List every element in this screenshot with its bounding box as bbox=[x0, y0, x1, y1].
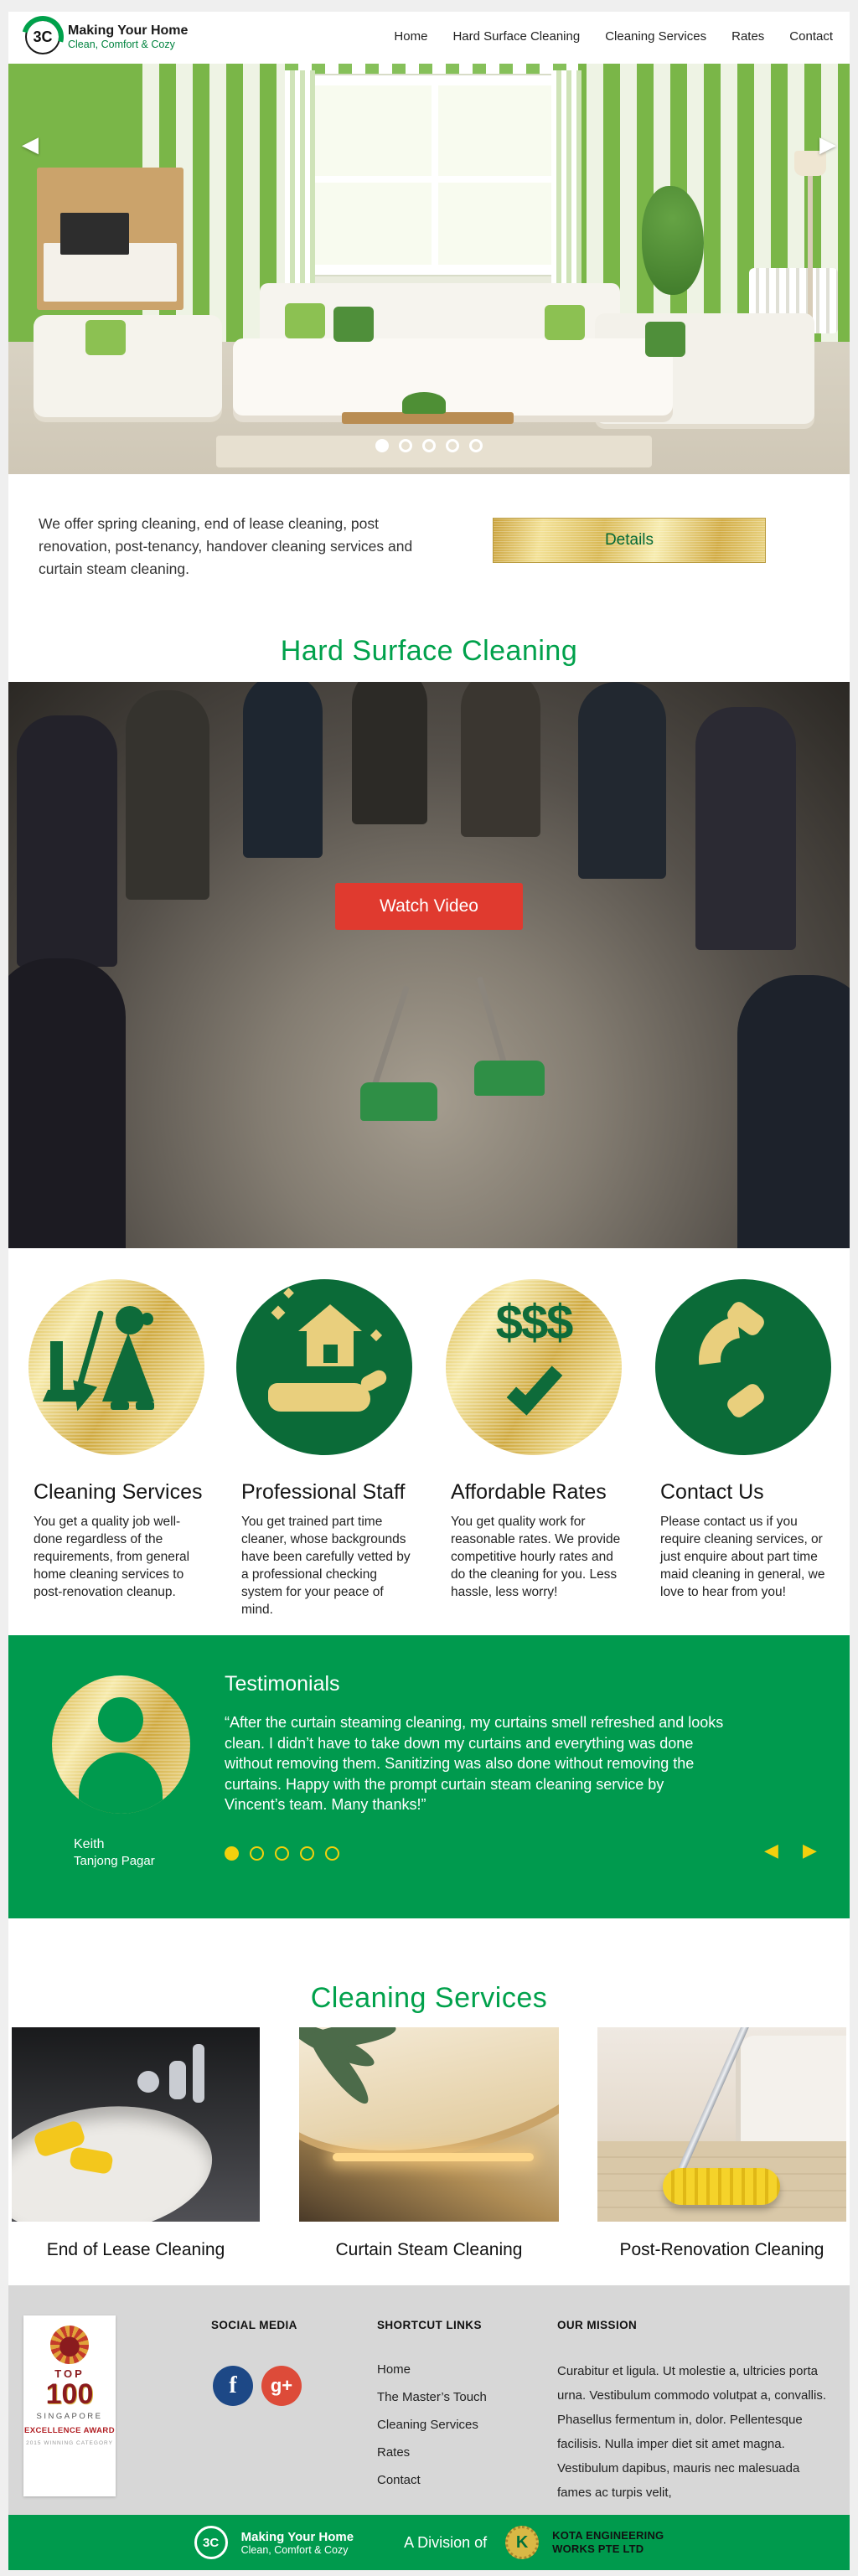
kota-gear-icon: K bbox=[505, 2526, 539, 2559]
service-image-end-of-lease[interactable] bbox=[12, 2027, 260, 2222]
footer-link-cleaning-services[interactable]: Cleaning Services bbox=[377, 2418, 478, 2432]
service-art-shape bbox=[169, 2061, 186, 2099]
service-image-post-renovation[interactable] bbox=[597, 2027, 846, 2222]
top100-award-badge bbox=[23, 2315, 116, 2496]
hero-art-shape bbox=[60, 213, 129, 255]
hero-art-shape bbox=[545, 305, 585, 340]
testimonial-dots bbox=[225, 1846, 339, 1861]
carousel-dots bbox=[375, 439, 483, 452]
division-text: A Division of bbox=[404, 2533, 488, 2551]
service-art-shape bbox=[333, 2153, 534, 2161]
mission-text: Curabitur et ligula. Ut molestie a, ultricies porta urna. Vestibulum commodo volutpat a, convallis. Phasellus fermentum in, dolor. Pellentesque facilisis. Nulla imper diet sit amet magna. Vestibulum dapibus, mauris nec malesuada fames ac turpis velit, bbox=[557, 2364, 826, 2500]
video-art-shape bbox=[737, 975, 850, 1248]
kota-line1: KOTA ENGINEERING bbox=[552, 2529, 664, 2542]
hero-art-shape bbox=[551, 70, 581, 292]
hero-carousel bbox=[8, 64, 850, 474]
person-icon-body bbox=[79, 1753, 163, 1814]
facebook-icon[interactable]: f bbox=[213, 2366, 253, 2406]
cleaning-services-title: Cleaning Services bbox=[310, 1982, 548, 2014]
service-caption-post-renovation: Post-Renovation Cleaning bbox=[619, 2240, 824, 2259]
phone-icon bbox=[655, 1279, 831, 1455]
hand-house-icon bbox=[236, 1279, 412, 1455]
video-art-shape bbox=[352, 682, 427, 824]
video-art-shape bbox=[8, 958, 126, 1248]
feature-text: You get trained part time cleaner, whose backgrounds have been carefully vetted by a professional checking system for your peace of mind. bbox=[241, 1515, 411, 1617]
nav-item-home[interactable]: Home bbox=[394, 29, 428, 44]
video-art-shape bbox=[126, 690, 209, 900]
testimonial-avatar bbox=[52, 1675, 190, 1814]
footer bbox=[8, 2285, 850, 2515]
testimonial-dot[interactable] bbox=[325, 1846, 339, 1861]
video-art-shape bbox=[695, 707, 796, 950]
main-nav bbox=[394, 29, 833, 44]
service-caption-end-of-lease: End of Lease Cleaning bbox=[46, 2240, 225, 2259]
hero-art-shape bbox=[333, 307, 374, 342]
hero-art-shape bbox=[342, 412, 514, 424]
testimonial-dot[interactable] bbox=[275, 1846, 289, 1861]
brand-tagline: Clean, Comfort & Cozy bbox=[68, 38, 175, 50]
dollars-check-icon: $$$ bbox=[446, 1279, 622, 1455]
footer-link-masters-touch[interactable]: The Master’s Touch bbox=[377, 2390, 487, 2404]
kota-company-name bbox=[552, 2529, 664, 2556]
feature-affordable-rates bbox=[441, 1279, 627, 1601]
person-icon bbox=[98, 1697, 143, 1742]
google-plus-icon[interactable]: g+ bbox=[261, 2366, 302, 2406]
hero-art-shape bbox=[285, 70, 315, 292]
footer-link-home[interactable]: Home bbox=[377, 2362, 411, 2377]
service-image-curtain-steam[interactable] bbox=[299, 2027, 559, 2222]
award-name: EXCELLENCE AWARD bbox=[24, 2426, 115, 2435]
shortcut-links-heading: SHORTCUT LINKS bbox=[377, 2319, 482, 2331]
feature-title: Affordable Rates bbox=[451, 1480, 607, 1504]
header bbox=[8, 12, 850, 64]
bottom-bar-logo-icon: 3C bbox=[194, 2526, 228, 2559]
feature-text: Please contact us if you require cleaning services, or just enquire about part time maid cleaning in general, we love to hear from you! bbox=[660, 1515, 825, 1599]
hero-art-shape bbox=[233, 338, 673, 416]
video-art-shape bbox=[474, 1061, 545, 1096]
service-art-shape bbox=[12, 2093, 220, 2222]
video-art-shape bbox=[461, 682, 540, 837]
feature-title: Professional Staff bbox=[241, 1480, 406, 1504]
nav-item-contact[interactable]: Contact bbox=[789, 29, 833, 44]
hero-art-shape bbox=[85, 320, 126, 355]
hero-art-shape bbox=[808, 173, 813, 332]
lion-emblem-icon bbox=[50, 2326, 89, 2364]
carousel-prev-icon[interactable]: ◀ bbox=[22, 132, 39, 157]
bottom-bar-title: Making Your Home bbox=[240, 2529, 354, 2544]
carousel-dot[interactable] bbox=[469, 439, 483, 452]
nav-item-cleaning-services[interactable]: Cleaning Services bbox=[605, 29, 707, 44]
video-art-shape bbox=[578, 682, 666, 879]
maid-broom-icon bbox=[28, 1279, 204, 1455]
carousel-next-icon[interactable]: ▶ bbox=[819, 132, 836, 157]
service-caption-curtain-steam: Curtain Steam Cleaning bbox=[335, 2240, 523, 2259]
brand-logo-icon: 3C bbox=[25, 19, 60, 54]
carousel-dot[interactable] bbox=[422, 439, 436, 452]
our-mission-heading: OUR MISSION bbox=[557, 2319, 638, 2331]
hero-art-window bbox=[297, 75, 566, 275]
award-number: 100 bbox=[45, 2378, 94, 2410]
testimonial-author-name: Keith bbox=[74, 1837, 105, 1851]
testimonial-author-location: Tanjong Pagar bbox=[74, 1854, 155, 1868]
brand[interactable] bbox=[25, 19, 188, 54]
hero-art-shape bbox=[402, 392, 446, 414]
kota-line2: WORKS PTE LTD bbox=[552, 2542, 644, 2555]
testimonial-dot[interactable] bbox=[250, 1846, 264, 1861]
testimonial-prev-icon[interactable]: ◀ bbox=[764, 1840, 778, 1861]
award-top-label: TOP bbox=[54, 2367, 85, 2380]
video-art-shape bbox=[17, 715, 117, 967]
intro-text: We offer spring cleaning, end of lease cleaning, post renovation, post-tenancy, handover cleaning services and curtain steam cleaning. bbox=[39, 515, 413, 577]
bottom-bar bbox=[8, 2515, 850, 2570]
hero-art-shape bbox=[285, 303, 325, 338]
feature-professional-staff bbox=[231, 1279, 417, 1618]
video-art-shape bbox=[243, 682, 323, 858]
testimonials-title: Testimonials bbox=[225, 1672, 340, 1696]
hero-art-shape bbox=[645, 322, 685, 357]
service-art-shape bbox=[193, 2044, 204, 2103]
bottom-bar-tagline: Clean, Comfort & Cozy bbox=[240, 2543, 349, 2556]
feature-title: Cleaning Services bbox=[34, 1480, 203, 1504]
award-country: SINGAPORE bbox=[36, 2412, 103, 2421]
service-art-shape bbox=[663, 2168, 780, 2205]
carousel-dot[interactable] bbox=[375, 439, 389, 452]
video-section bbox=[8, 682, 850, 1248]
hero-art-shape bbox=[34, 315, 222, 417]
testimonial-quote: “After the curtain steaming cleaning, my curtains smell refreshed and looks clean. I didn’t have to take down my curtains and everything was done without removing them. Sanitizing was also done without removing the curtains. Happy with the prompt curtain steam cleaning service by Vincent’s team. Many thanks!” bbox=[225, 1714, 724, 1813]
feature-contact-us bbox=[650, 1279, 836, 1601]
testimonial-next-icon[interactable]: ▶ bbox=[803, 1840, 817, 1861]
testimonial-dot[interactable] bbox=[300, 1846, 314, 1861]
carousel-dot[interactable] bbox=[399, 439, 412, 452]
service-art-shape bbox=[137, 2071, 159, 2093]
details-button[interactable]: Details bbox=[493, 518, 766, 563]
hero-art-shape bbox=[642, 186, 704, 295]
features-section bbox=[8, 1279, 850, 1617]
footer-link-rates[interactable]: Rates bbox=[377, 2445, 411, 2460]
social-icons bbox=[213, 2366, 302, 2406]
footer-link-contact[interactable]: Contact bbox=[377, 2473, 421, 2487]
feature-text: You get quality work for reasonable rates. We provide competitive hourly rates and do the cleaning for you. Less hassle, less worry! bbox=[451, 1515, 621, 1599]
social-media-heading: SOCIAL MEDIA bbox=[211, 2319, 297, 2331]
testimonials-section bbox=[8, 1635, 850, 1918]
carousel-dot[interactable] bbox=[446, 439, 459, 452]
feature-text: You get a quality job well-done regardless of the requirements, from general home cleaning services to post-renovation cleanup. bbox=[34, 1515, 190, 1599]
feature-title: Contact Us bbox=[660, 1480, 764, 1504]
testimonial-dot[interactable] bbox=[225, 1846, 239, 1861]
award-subtext: 2015 WINNING CATEGORY bbox=[26, 2440, 113, 2446]
shortcut-links bbox=[377, 2362, 487, 2501]
video-art-shape bbox=[360, 1082, 437, 1121]
nav-item-rates[interactable]: Rates bbox=[731, 29, 765, 44]
video-art-shape bbox=[370, 985, 410, 1091]
hard-surface-title: Hard Surface Cleaning bbox=[280, 635, 578, 667]
brand-title: Making Your Home bbox=[68, 23, 189, 38]
nav-item-hard-surface-cleaning[interactable]: Hard Surface Cleaning bbox=[452, 29, 581, 44]
watch-video-button[interactable]: Watch Video bbox=[335, 883, 523, 930]
site-container bbox=[8, 12, 850, 2570]
feature-cleaning-services bbox=[23, 1279, 209, 1601]
